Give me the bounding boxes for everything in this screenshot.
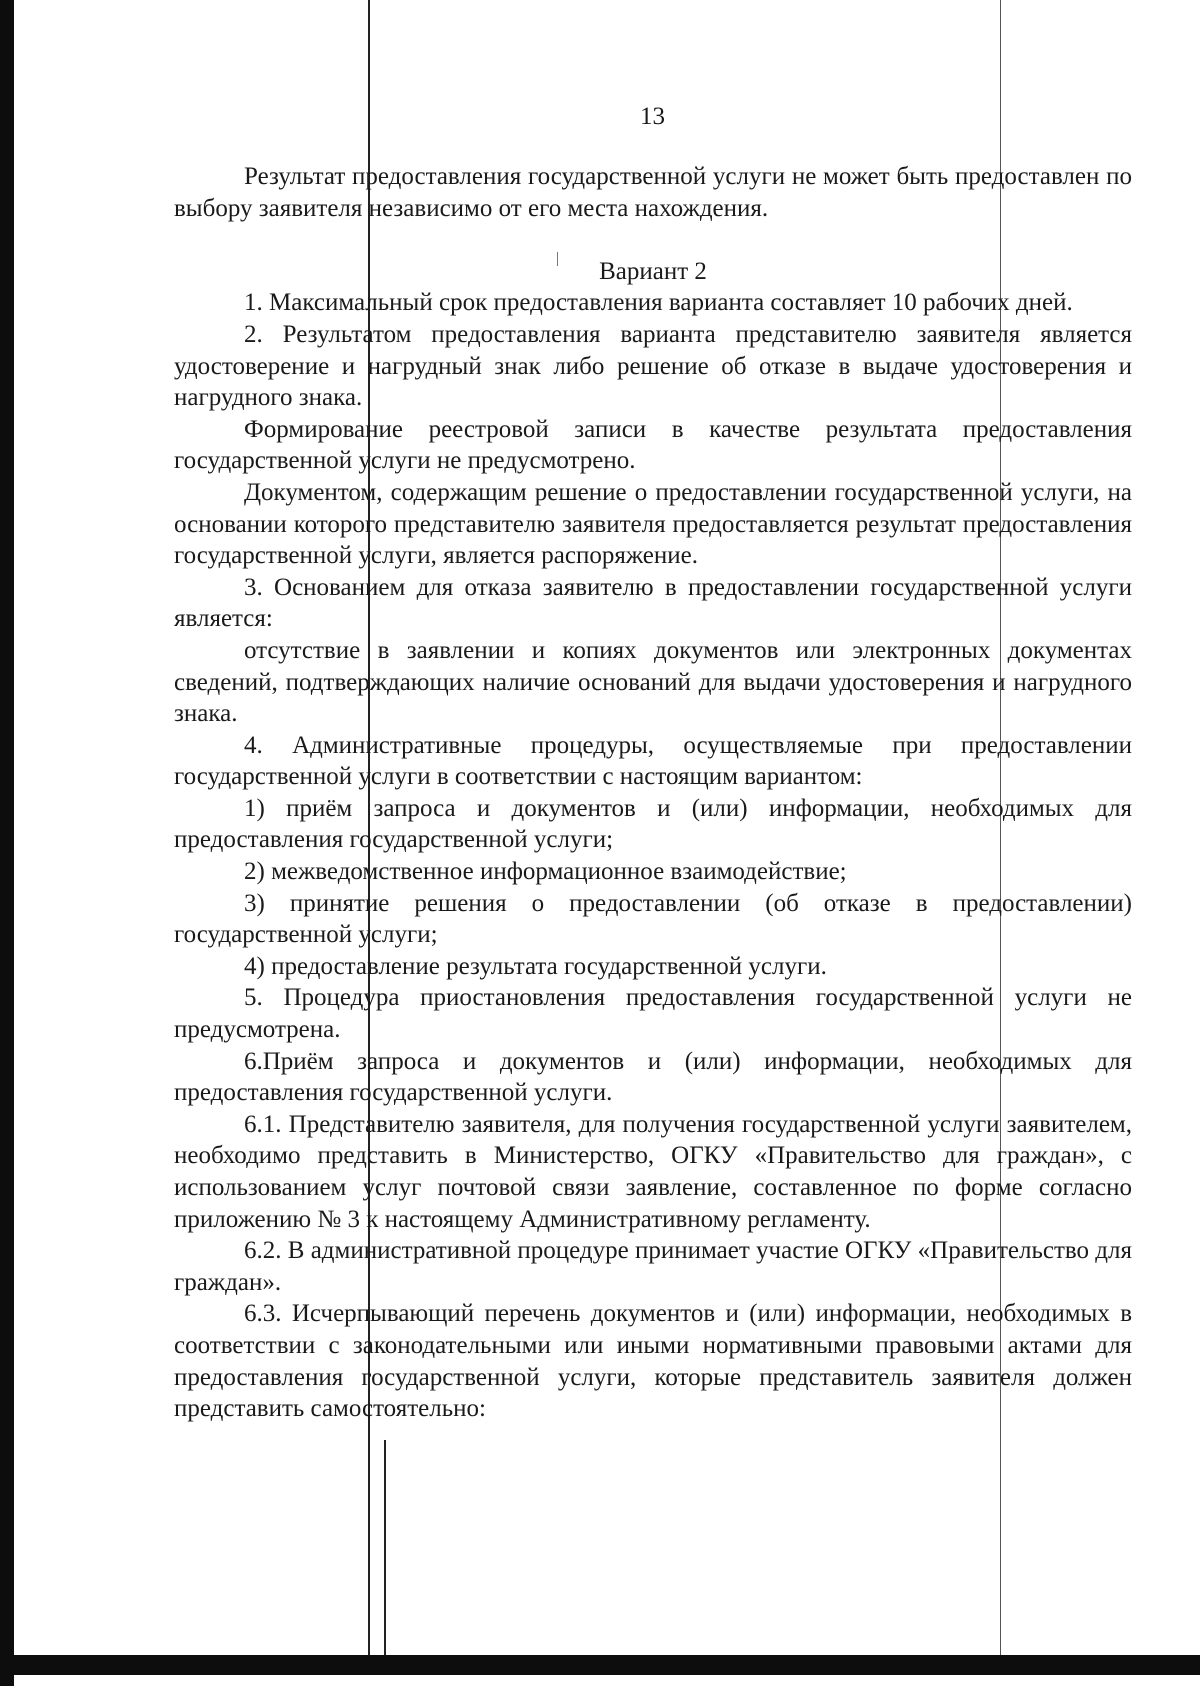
paragraph: 2. Результатом предоставления варианта представителю заявителя является удостоверение и нагрудный знак либо решение об отказе в выдаче удостоверения и нагрудного знака. — [174, 320, 1132, 412]
intro-paragraph: Результат предоставления государственной услуги не может быть предоставлен по выбору заявителя независимо от его места нахождения. — [174, 163, 1132, 222]
paragraph: 3. Основанием для отказа заявителю в предоставлении государственной услуги является: — [174, 573, 1132, 633]
paragraph: 6.Приём запроса и документов и (или) информации, необходимых для предоставления государственной услуги. — [174, 1047, 1132, 1107]
section-heading: Вариант 2 — [599, 257, 707, 285]
paragraph: отсутствие в заявлении и копиях документов или электронных документах сведений, подтверждающих наличие оснований для выдачи удостоверения и нагрудного знака. — [174, 636, 1132, 728]
paragraph: Формирование реестровой записи в качестве результата предоставления государственной услуги не предусмотрено. — [174, 415, 1132, 475]
scan-vertical-line — [384, 1440, 386, 1655]
paragraph: 6.2. В административной процедуре принимает участие ОГКУ «Правительство для граждан». — [174, 1237, 1132, 1296]
paragraph: 3) принятие решения о предоставлении (об отказе в предоставлении) государственной услуги; — [174, 889, 1132, 949]
scan-edge-bottom — [0, 1655, 1200, 1675]
paragraph: 1. Максимальный срок предоставления варианта составляет 10 рабочих дней. — [244, 289, 1073, 317]
paragraph: 6.3. Исчерпывающий перечень документов и (или) информации, необходимых в соответствии с законодательными или иными нормативными правовыми актами для предоставления государственной услуги, которые представитель заявителя должен представить самостоятельно: — [174, 1300, 1132, 1423]
paragraph: 4) предоставление результата государственной услуги. — [244, 952, 827, 980]
paragraph: 4. Административные процедуры, осуществляемые при предоставлении государственной услуги в соответствии с настоящим вариантом: — [174, 731, 1132, 791]
paragraph: 5. Процедура приостановления предоставления государственной услуги не предусмотрена. — [174, 984, 1132, 1044]
paragraph: 1) приём запроса и документов и (или) информации, необходимых для предоставления государственной услуги; — [174, 794, 1132, 854]
scan-edge-left — [0, 0, 14, 1686]
paragraph: 6.1. Представителю заявителя, для получения государственной услуги заявителем, необходимо представить в Министерство, ОГКУ «Правительство для граждан», с использованием услуг почтовой связи заявление, составленное по форме согласно приложению № 3 к настоящему Административному регламенту. — [174, 1110, 1132, 1233]
paragraph: 2) межведомственное информационное взаимодействие; — [244, 858, 847, 886]
paragraph: Документом, содержащим решение о предоставлении государственной услуги, на основании которого представителю заявителя предоставляется результат предоставления государственной услуги, является распоряжение. — [174, 478, 1132, 570]
document-body — [174, 161, 1132, 1425]
page-number: 13 — [640, 103, 665, 130]
